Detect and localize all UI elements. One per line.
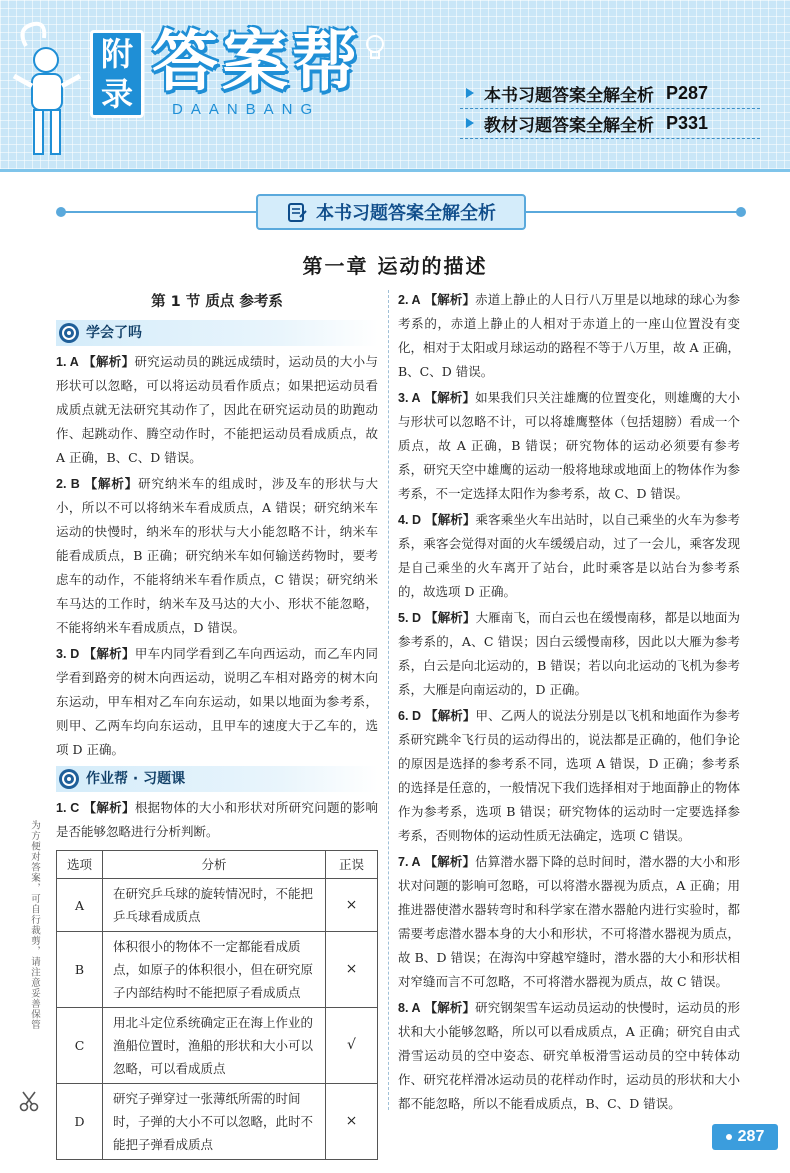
section-title: 第 1 节 质点 参考系: [151, 294, 283, 310]
banner-rule: [64, 211, 256, 213]
analysis-cell: 用北斗定位系统确定正在海上作业的渔船位置时，渔船的形状和大小可以忽略，可以看成质点: [103, 1008, 326, 1084]
answer-number: 3. D: [56, 647, 80, 661]
table-row: [57, 932, 378, 1008]
answer-text: 大雁南飞，而白云也在缓慢南移，都是以地面为参考系的，A、C 错误；因白云缓慢南移，因此以大雁为参考系，白云是向北运动的，B 错误；若以向北运动的飞机为参考系，大雁是向南运动的，D 正确。: [398, 610, 740, 697]
scissors-icon: [18, 1090, 40, 1112]
answer-item: [398, 386, 740, 506]
triangle-bullet-icon: [466, 88, 474, 98]
section-banner: [56, 194, 746, 230]
subhead-homework: [56, 766, 378, 792]
analysis-tag: 【解析】: [425, 610, 476, 625]
analysis-tag: 【解析】: [424, 1000, 476, 1015]
answer-text: 赤道上静止的人日行八万里是以地球的球心为参考系的，赤道上静止的人相对于赤道上的一座山位置没有变化，相对于太阳或月球运动的路程不等于八万里，故 A 正确，B、C、D 错误。: [398, 292, 740, 379]
robot-mascot-icon: [6, 16, 92, 166]
analysis-tag: 【解析】: [83, 800, 135, 815]
chapter-title: 第一章 运动的描述: [302, 254, 488, 278]
toc-item[interactable]: [460, 80, 760, 106]
result-cell: ×: [326, 879, 378, 932]
brand-subtitle: DAANBANG: [172, 101, 321, 118]
analysis-table: [56, 850, 378, 1160]
result-cell: √: [326, 1008, 378, 1084]
answer-item: [398, 996, 740, 1116]
answer-number: 2. A: [398, 293, 421, 307]
answer-number: 7. A: [398, 855, 421, 869]
table-row: [57, 1008, 378, 1084]
answer-text: 根据物体的大小和形状对所研究问题的影响是否能够忽略进行分析判断。: [56, 800, 378, 839]
subhead-learn: [56, 320, 378, 346]
banner-rule: [526, 211, 738, 213]
cut-notice: 为方便对答案，可自行裁剪，请注意妥善保管: [29, 820, 40, 1030]
analysis-cell: 在研究乒乓球的旋转情况时，不能把乒乓球看成质点: [103, 879, 326, 932]
analysis-tag: 【解析】: [84, 476, 139, 491]
answer-text: 乘客乘坐火车出站时，以自己乘坐的火车为参考系，乘客会觉得对面的火车缓缓启动，过了一会儿，乘客发现是自己乘坐的火车离开了站台，此时乘客是以站台为参考系的，故选项 D 正确。: [398, 512, 740, 599]
appendix-tag-char-1: 附: [100, 35, 133, 73]
option-cell: D: [57, 1084, 103, 1160]
result-cell: ×: [326, 932, 378, 1008]
option-cell: B: [57, 932, 103, 1008]
analysis-tag: 【解析】: [424, 390, 476, 405]
banner-title: 本书习题答案全解全析: [316, 203, 496, 224]
analysis-tag: 【解析】: [425, 512, 476, 527]
toc-item-page: P287: [666, 82, 709, 103]
toc-item-title: 本书习题答案全解全析: [484, 85, 654, 106]
answer-number: 8. A: [398, 1001, 421, 1015]
table-row: [57, 879, 378, 932]
analysis-tag: 【解析】: [424, 854, 476, 869]
toc-underline: [460, 138, 760, 139]
answer-number: 4. D: [398, 513, 422, 527]
left-column: [56, 288, 378, 1160]
answer-item: [56, 642, 378, 762]
answer-text: 如果我们只关注雄鹰的位置变化，则雄鹰的大小与形状可以忽略不计，可以将雄鹰整体（包括翅膀）看成一个质点，故 A 正确，B 错误；研究物体的运动必须要有参考系，研究天空中雄鹰的运动一般将地球或地面上的物体作为参考系，不一定选择太阳作为参考系，故 C、D 错误。: [398, 390, 740, 501]
banner-dot-icon: [736, 207, 746, 217]
subhead-label: 作业帮 · 习题课: [86, 771, 186, 787]
answer-item: [56, 796, 378, 844]
toc-item-title: 教材习题答案全解全析: [484, 115, 654, 136]
analysis-tag: 【解析】: [425, 708, 476, 723]
table-of-contents: [460, 80, 760, 136]
toc-item-page: P331: [666, 112, 709, 133]
answer-item: [56, 472, 378, 640]
table-header-cell: 正误: [326, 851, 378, 879]
triangle-bullet-icon: [466, 118, 474, 128]
answer-number: 1. C: [56, 801, 80, 815]
banner-box: [256, 194, 526, 230]
answer-number: 1. A: [56, 355, 79, 369]
lightbulb-icon: [364, 34, 386, 64]
table-header-cell: 选项: [57, 851, 103, 879]
answer-number: 2. B: [56, 477, 80, 491]
answer-text: 研究纳米车的组成时，涉及车的形状与大小，所以不可以将纳米车看成质点，A 错误；研究纳米车运动的快慢时，纳米车的形状与大小能忽略不计，纳米车能看成质点，B 正确；研究纳米车如何输送药物时，要考虑车的动作，不能将纳米车看作质点，C 错误；研究纳米车马达的工作时，纳米车及马达的大小、形状不能忽略，不能将纳米车看成质点，D 错误。: [56, 476, 378, 635]
answer-number: 5. D: [398, 611, 422, 625]
answer-number: 6. D: [398, 709, 422, 723]
answer-text: 估算潜水器下降的总时间时，潜水器的大小和形状对问题的影响可忽略，可以将潜水器视为质点，A 正确；用推进器使潜水器转弯时和科学家在潜水器舱内进行实验时，都需要考虑潜水器本身的大小和形状，不可将潜水器视为质点，故 B、D 错误；在海沟中穿越窄缝时，潜水器的大小和形状相对窄缝而言不可忽略，不可将潜水器视为质点，故 C 错误。: [398, 854, 740, 989]
analysis-cell: 研究子弹穿过一张薄纸所需的时间时，子弹的大小不可以忽略，此时不能把子弹看成质点: [103, 1084, 326, 1160]
column-divider: [388, 290, 389, 1110]
right-column: [398, 288, 740, 1118]
appendix-tag: [90, 30, 144, 118]
answer-text: 甲车内同学看到乙车向西运动，而乙车内同学看到路旁的树木向西运动，说明乙车相对路旁的树木向东运动，甲车相对乙车向东运动，如果以地面为参考系，则甲、乙两车均向东运动，且甲车的速度大于乙车的，选项 D 正确。: [56, 646, 378, 757]
answer-item: [398, 508, 740, 604]
option-cell: A: [57, 879, 103, 932]
brand-title: 答案帮: [152, 23, 362, 100]
target-icon: [58, 768, 80, 790]
answer-item: [398, 606, 740, 702]
target-icon: [58, 322, 80, 344]
dot-icon: [726, 1134, 732, 1140]
option-cell: C: [57, 1008, 103, 1084]
result-cell: ×: [326, 1084, 378, 1160]
answer-text: 研究运动员的跳远成绩时，运动员的大小与形状可以忽略，可以将运动员看作质点；如果把运动员看成质点就无法研究其动作了，因此在研究运动员的助跑动作、起跳动作、腾空动作时，不能把运动员看成质点，故 A 正确，B、C、D 错误。: [56, 354, 378, 465]
answer-text: 甲、乙两人的说法分别是以飞机和地面作为参考系研究跳伞飞行员的运动得出的，说法都是正确的，他们争论的原因是选择的参考系不同，选项 A 错误，D 正确；参考系的选择是任意的，一般情况下我们选择相对于地面静止的物体作为参考系，选项 B 错误；研究物体的运动时一定要选择参考系，否则物体的运动性质无法确定，选项 C 错误。: [398, 708, 740, 843]
answer-item: [398, 288, 740, 384]
answer-item: [398, 704, 740, 848]
page-number-badge: [712, 1124, 778, 1150]
answer-item: [398, 850, 740, 994]
analysis-tag: 【解析】: [424, 292, 476, 307]
appendix-tag-char-2: 录: [100, 75, 133, 113]
answer-text: 研究钢架雪车运动员运动的快慢时，运动员的形状和大小能够忽略，所以可以看成质点，A 正确；研究自由式滑雪运动员的空中姿态、研究单板滑雪运动员的空中转体动作、研究花样滑冰运动员的花样动作时，运动员的形状和大小都不能忽略，所以不能看成质点，B、C、D 错误。: [398, 1000, 740, 1111]
page-number: 287: [737, 1128, 765, 1145]
answer-number: 3. A: [398, 391, 421, 405]
table-row: [57, 1084, 378, 1160]
table-header-cell: 分析: [103, 851, 326, 879]
toc-item[interactable]: [460, 110, 760, 136]
analysis-tag: 【解析】: [83, 354, 135, 369]
analysis-cell: 体积很小的物体不一定都能看成质点，如原子的体积很小，但在研究原子内部结构时不能把原子看成质点: [103, 932, 326, 1008]
analysis-tag: 【解析】: [83, 646, 135, 661]
header-band: [0, 0, 790, 172]
table-header-row: [57, 851, 378, 879]
toc-underline: [460, 108, 760, 109]
subhead-label: 学会了吗: [86, 325, 142, 341]
clipboard-icon: [286, 201, 308, 223]
answer-item: [56, 350, 378, 470]
